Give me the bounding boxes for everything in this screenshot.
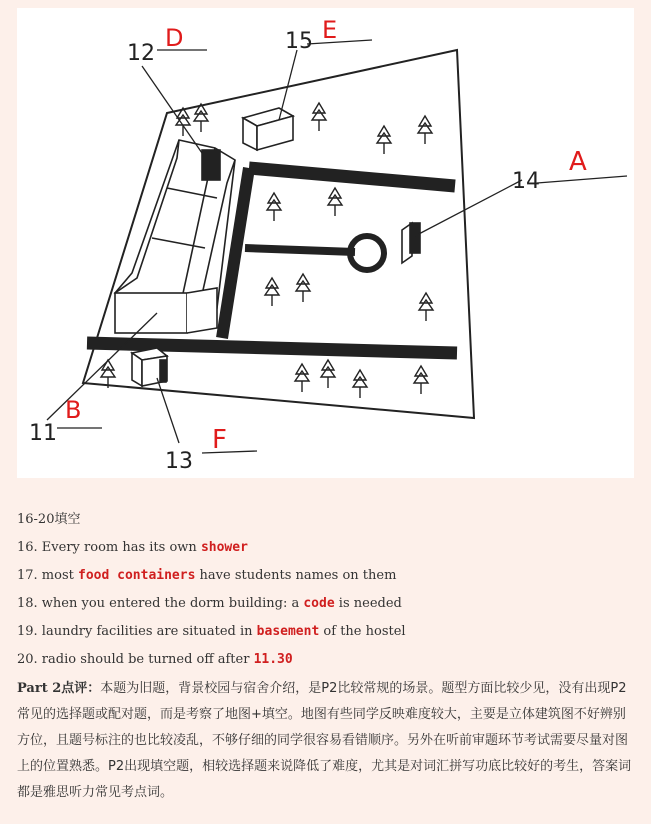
road-middle xyxy=(245,248,355,252)
answer-19: basement xyxy=(256,624,320,639)
building-f xyxy=(132,348,167,386)
comment-title: Part 2点评： xyxy=(17,681,101,696)
label-12: 12 xyxy=(127,41,155,66)
answer-20: 11.30 xyxy=(253,652,293,667)
item-16: 16. Every room has its own shower xyxy=(17,540,248,555)
label-b: B xyxy=(65,396,82,424)
item-19: 19. laundry facilities are situated in basement of the hostel xyxy=(17,624,406,639)
label-14: 14 xyxy=(512,169,540,194)
item-18: 18. when you entered the dorm building: a code is needed xyxy=(17,596,402,611)
answer-section xyxy=(17,506,634,806)
label-13: 13 xyxy=(165,449,193,474)
item-17: 17. most food containers have students names on them xyxy=(17,568,397,583)
label-e: E xyxy=(322,16,338,44)
leader-lines xyxy=(47,40,627,453)
building-a xyxy=(402,223,420,263)
label-11: 11 xyxy=(29,421,57,446)
part2-comment xyxy=(17,676,634,806)
map-drawing xyxy=(17,8,634,478)
roundabout xyxy=(350,236,384,270)
answer-16: shower xyxy=(200,540,248,555)
section-heading: 16-20填空 xyxy=(17,512,81,527)
label-15: 15 xyxy=(285,29,313,54)
dormitory-building xyxy=(115,140,235,333)
label-a: A xyxy=(569,147,587,177)
road-top xyxy=(249,168,455,186)
answer-18: code xyxy=(303,596,335,611)
campus-map xyxy=(17,8,634,478)
answer-17: food containers xyxy=(78,568,196,583)
label-d: D xyxy=(165,24,184,52)
label-f: F xyxy=(212,425,227,455)
comment-text: 本题为旧题，背景校园与宿舍介绍，是P2比较常规的场景。题型方面比较少见，没有出现P2常见的选择题或配对题，而是考察了地图+填空。地图有些同学反映难度较大，主要是立体建筑图不好辨别方位，且题号标注的也比较凌乱，不够仔细的同学很容易看错顺序。另外在听前审题环节考试需要尽量对图上的位置熟悉。P2出现填空题，相较选择题来说降低了难度，尤其是对词汇拼写功底比较好的考生，答案词都是雅思听力常见考点词。 xyxy=(17,681,632,800)
item-20: 20. radio should be turned off after 11.30 xyxy=(17,652,293,667)
building-e xyxy=(243,108,293,150)
